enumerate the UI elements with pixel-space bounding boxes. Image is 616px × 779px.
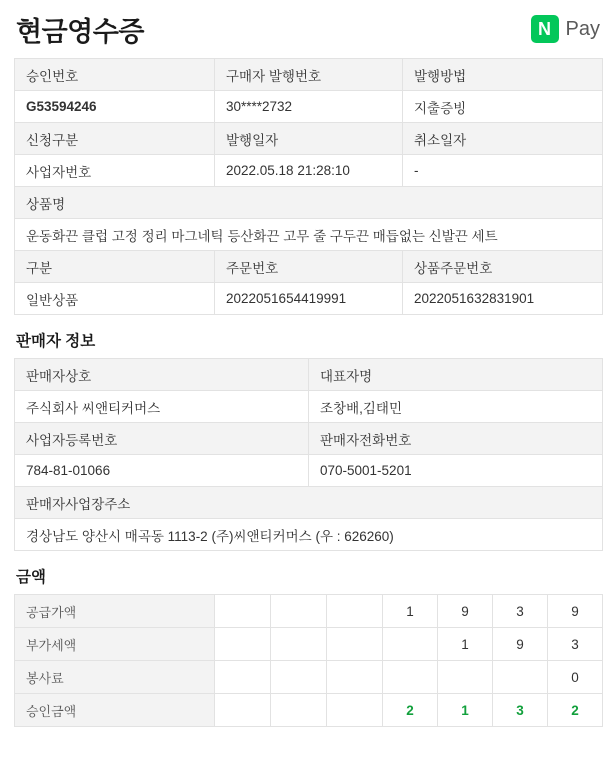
representative-name-value: 조창배,김태민 xyxy=(309,391,603,423)
amount-section-title: 금액 xyxy=(16,569,46,586)
order-division-header: 구분 xyxy=(15,251,215,283)
naver-logo-icon: N xyxy=(531,15,559,43)
issue-date-value: 2022.05.18 21:28:10 xyxy=(215,155,403,187)
representative-name-header: 대표자명 xyxy=(309,359,603,391)
table-row xyxy=(15,251,603,283)
table-row xyxy=(15,455,603,487)
approved-amount-digit-2 xyxy=(327,694,383,727)
vat-digit-6: 3 xyxy=(548,628,603,661)
product-name-value: 운동화끈 클럽 고정 정리 마그네틱 등산화끈 고무 줄 구두끈 매듭없는 신발끈 세트 xyxy=(15,219,603,251)
seller-section-title: 판매자 정보 xyxy=(16,333,96,350)
table-row xyxy=(15,187,603,219)
supply-amount-digit-0 xyxy=(215,595,271,628)
buyer-issue-number-value: 30****2732 xyxy=(215,91,403,123)
product-name-header: 상품명 xyxy=(15,187,603,219)
table-row xyxy=(15,628,603,661)
service-charge-digit-4 xyxy=(438,661,493,694)
order-division-value: 일반상품 xyxy=(15,283,215,315)
approved-amount-digit-1 xyxy=(271,694,327,727)
seller-phone-header: 판매자전화번호 xyxy=(309,423,603,455)
table-row xyxy=(15,694,603,727)
service-charge-digit-5 xyxy=(493,661,548,694)
seller-phone-value: 070-5001-5201 xyxy=(309,455,603,487)
application-type-header: 신청구분 xyxy=(15,123,215,155)
vat-digit-2 xyxy=(327,628,383,661)
receipt-info-table xyxy=(14,58,603,315)
cancel-date-header: 취소일자 xyxy=(403,123,603,155)
approval-number-header: 승인번호 xyxy=(15,59,215,91)
buyer-issue-number-header: 구매자 발행번호 xyxy=(215,59,403,91)
product-order-number-value: 2022051632831901 xyxy=(403,283,603,315)
supply-amount-digit-6: 9 xyxy=(548,595,603,628)
supply-amount-label: 공급가액 xyxy=(15,595,215,628)
amount-table xyxy=(14,594,603,727)
vat-label: 부가세액 xyxy=(15,628,215,661)
service-charge-digit-1 xyxy=(271,661,327,694)
page-title: 현금영수증 xyxy=(16,16,144,47)
service-charge-digit-2 xyxy=(327,661,383,694)
order-number-value: 2022051654419991 xyxy=(215,283,403,315)
table-row xyxy=(15,283,603,315)
product-order-number-header: 상품주문번호 xyxy=(403,251,603,283)
approved-amount-digit-3: 2 xyxy=(383,694,438,727)
table-row xyxy=(15,359,603,391)
supply-amount-digit-3: 1 xyxy=(383,595,438,628)
cancel-date-value: - xyxy=(403,155,603,187)
table-row xyxy=(15,519,603,551)
approved-amount-digit-0 xyxy=(215,694,271,727)
supply-amount-digit-2 xyxy=(327,595,383,628)
service-charge-digit-6: 0 xyxy=(548,661,603,694)
approved-amount-digit-6: 2 xyxy=(548,694,603,727)
issue-method-header: 발행방법 xyxy=(403,59,603,91)
issue-date-header: 발행일자 xyxy=(215,123,403,155)
issue-method-value: 지출증빙 xyxy=(403,91,603,123)
table-row xyxy=(15,59,603,91)
seller-address-header: 판매자사업장주소 xyxy=(15,487,603,519)
page-header xyxy=(14,0,602,58)
approval-number-value: G53594246 xyxy=(15,91,215,123)
naver-pay-label: Pay xyxy=(565,17,600,40)
table-row xyxy=(15,219,603,251)
order-number-header: 주문번호 xyxy=(215,251,403,283)
vat-digit-4: 1 xyxy=(438,628,493,661)
seller-name-header: 판매자상호 xyxy=(15,359,309,391)
supply-amount-digit-5: 3 xyxy=(493,595,548,628)
vat-digit-5: 9 xyxy=(493,628,548,661)
table-row xyxy=(15,661,603,694)
seller-address-value: 경상남도 양산시 매곡동 1113-2 (주)씨앤티커머스 (우 : 626260) xyxy=(15,519,603,551)
table-row xyxy=(15,123,603,155)
table-row xyxy=(15,423,603,455)
approved-amount-digit-4: 1 xyxy=(438,694,493,727)
table-row xyxy=(15,155,603,187)
supply-amount-digit-4: 9 xyxy=(438,595,493,628)
supply-amount-digit-1 xyxy=(271,595,327,628)
vat-digit-0 xyxy=(215,628,271,661)
table-row xyxy=(15,487,603,519)
naver-pay-logo xyxy=(531,15,600,43)
table-row xyxy=(15,91,603,123)
service-charge-label: 봉사료 xyxy=(15,661,215,694)
table-row xyxy=(15,595,603,628)
service-charge-digit-0 xyxy=(215,661,271,694)
business-registration-number-header: 사업자등록번호 xyxy=(15,423,309,455)
vat-digit-1 xyxy=(271,628,327,661)
approved-amount-digit-5: 3 xyxy=(493,694,548,727)
business-registration-number-value: 784-81-01066 xyxy=(15,455,309,487)
table-row xyxy=(15,391,603,423)
application-type-value: 사업자번호 xyxy=(15,155,215,187)
service-charge-digit-3 xyxy=(383,661,438,694)
seller-info-table xyxy=(14,358,603,551)
approved-amount-label: 승인금액 xyxy=(15,694,215,727)
vat-digit-3 xyxy=(383,628,438,661)
seller-name-value: 주식회사 씨앤티커머스 xyxy=(15,391,309,423)
